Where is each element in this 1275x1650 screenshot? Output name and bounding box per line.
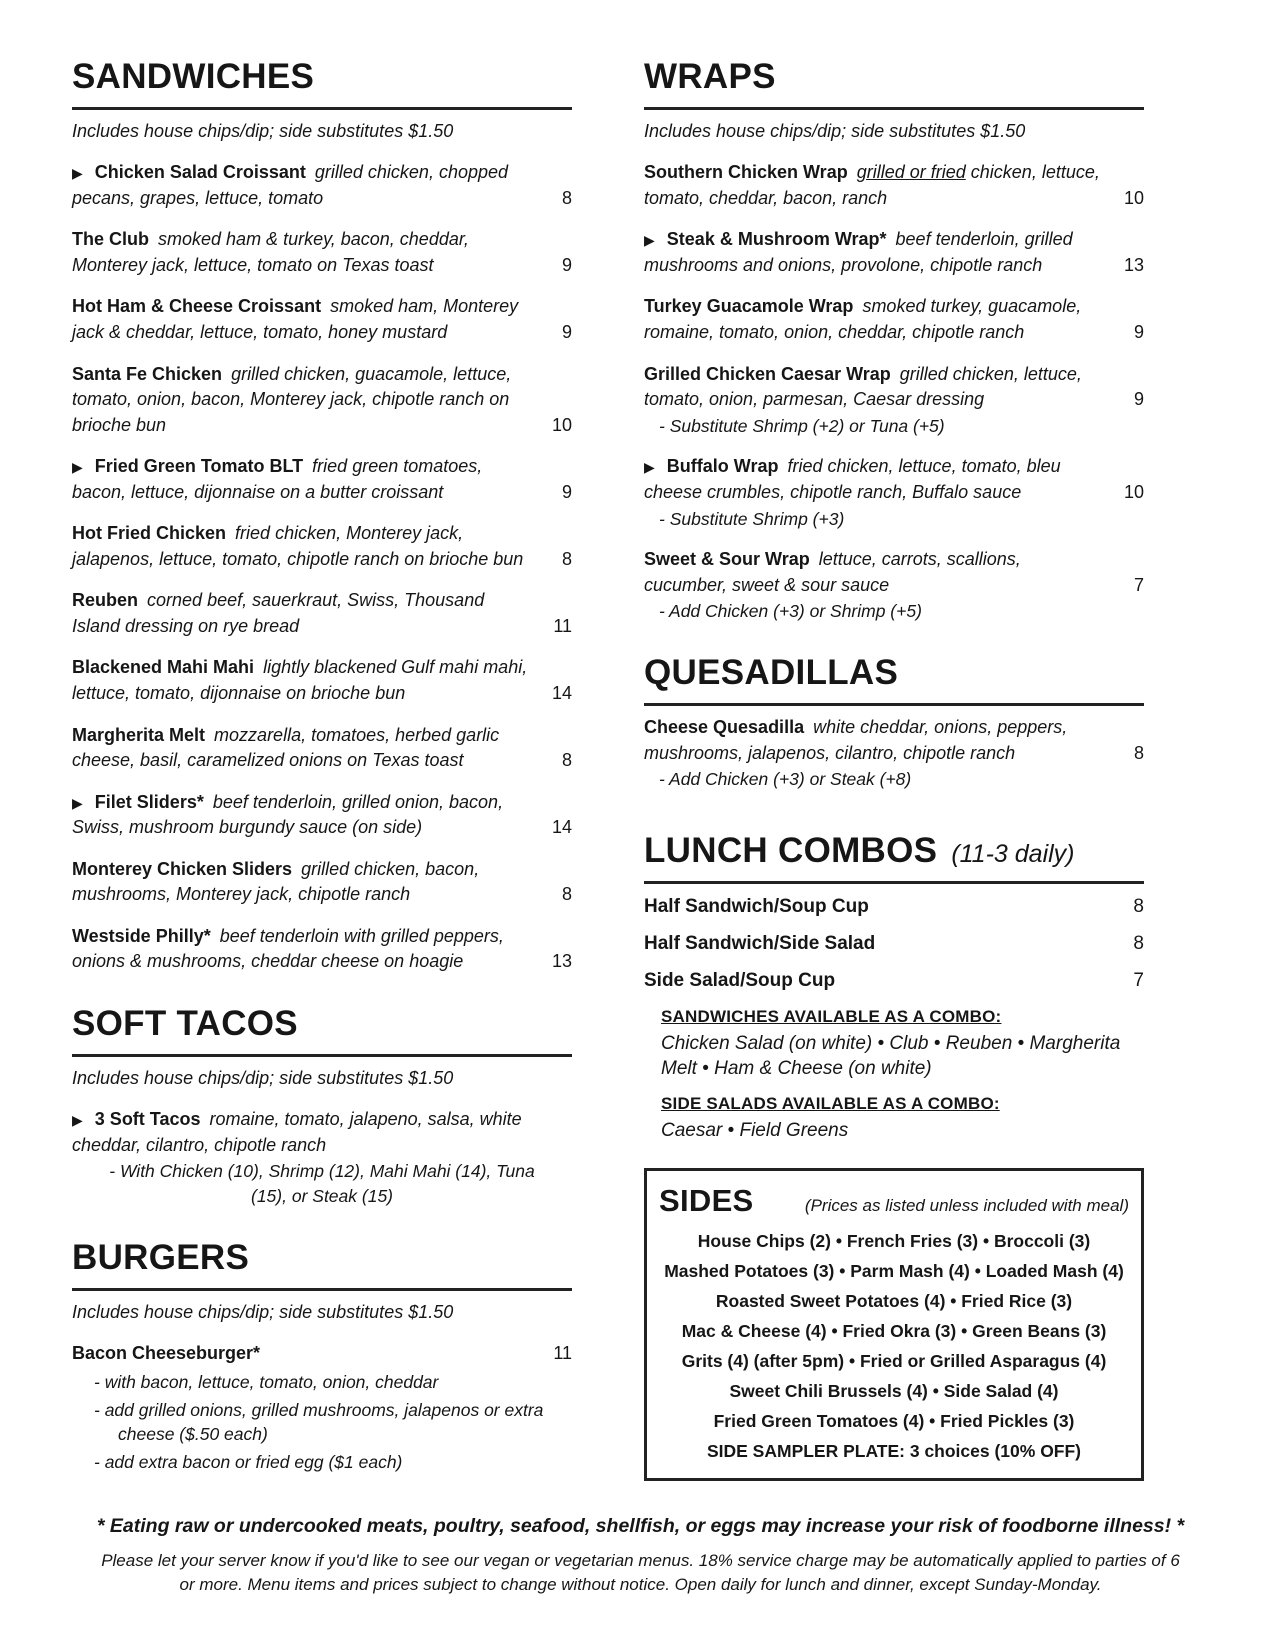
menu-item xyxy=(72,160,572,211)
item-price: 9 xyxy=(1133,321,1144,342)
combo-name: Side Salad/Soup Cup xyxy=(644,969,836,991)
item-name: Buffalo Wrap xyxy=(666,456,779,477)
menu-item xyxy=(72,227,572,278)
item-option-note: - add grilled onions, grilled mushrooms, jalapenos or extra cheese ($.50 each) xyxy=(94,1399,544,1445)
sides-line: Fried Green Tomatoes (4) • Fried Pickles (3) xyxy=(713,1411,1075,1432)
item-name: Filet Sliders* xyxy=(94,791,204,812)
menu-item-main xyxy=(644,362,1144,413)
item-price: 10 xyxy=(551,414,572,435)
featured-arrow-icon: ▶ xyxy=(72,794,83,811)
sides-line: Mashed Potatoes (3) • Parm Mash (4) • Loaded Mash (4) xyxy=(664,1260,1124,1281)
sides-line: House Chips (2) • French Fries (3) • Broccoli (3) xyxy=(697,1230,1091,1251)
footer-warning: * Eating raw or undercooked meats, poultry, seafood, shellfish, or eggs may increase your risk of foodborne illness! * xyxy=(96,1515,1185,1538)
sides-line: Roasted Sweet Potatoes (4) • Fried Rice (3) xyxy=(715,1290,1073,1311)
combo-salads-list: Caesar • Field Greens xyxy=(661,1120,849,1142)
sides-line: Sweet Chili Brussels (4) • Side Salad (4) xyxy=(729,1381,1059,1402)
combo-sandwiches-heading: SANDWICHES AVAILABLE AS A COMBO: xyxy=(661,1006,1002,1026)
item-description: beef tenderloin, grilled onion, bacon, Swiss, mushroom burgundy sauce (on side) xyxy=(72,791,504,838)
right-column xyxy=(644,52,1144,1499)
menu-item-main xyxy=(72,521,572,572)
menu-columns xyxy=(72,52,1209,1499)
item-name: Grilled Chicken Caesar Wrap xyxy=(644,363,891,384)
item-option-note: - With Chicken (10), Shrimp (12), Mahi Mahi (14), Tuna (15), or Steak (15) xyxy=(109,1161,535,1207)
menu-item xyxy=(644,362,1144,439)
item-name: Steak & Mushroom Wrap* xyxy=(666,229,887,250)
item-price: 8 xyxy=(561,884,572,905)
menu-item-main xyxy=(72,294,572,345)
item-description-underlined: grilled or fried xyxy=(856,162,966,183)
menu-item-main xyxy=(644,294,1144,345)
combo-sandwiches-list: Chicken Salad (on white) • Club • Reuben • Margherita Melt • Ham & Cheese (on white) xyxy=(661,1032,1121,1080)
featured-arrow-icon: ▶ xyxy=(72,165,83,182)
section-header xyxy=(72,999,572,1057)
menu-item xyxy=(72,362,572,439)
combo-price: 8 xyxy=(1133,895,1144,917)
menu-item-main xyxy=(72,588,572,639)
menu-item-main xyxy=(72,655,572,706)
menu-item-main xyxy=(72,857,572,908)
item-name: Margherita Melt xyxy=(72,724,206,745)
combo-row xyxy=(644,894,1144,921)
menu-item xyxy=(72,790,572,841)
item-option-note: - Substitute Shrimp (+2) or Tuna (+5) xyxy=(659,415,945,436)
item-price: 14 xyxy=(551,682,572,703)
section-subtitle: (11-3 daily) xyxy=(951,839,1075,868)
item-name: Reuben xyxy=(72,590,139,611)
menu-item-main xyxy=(72,160,572,211)
item-price: 8 xyxy=(561,750,572,771)
combo-name: Half Sandwich/Soup Cup xyxy=(644,895,869,917)
sides-line: Grits (4) (after 5pm) • Fried or Grilled Asparagus (4) xyxy=(681,1351,1107,1372)
featured-arrow-icon: ▶ xyxy=(644,459,655,476)
menu-item xyxy=(72,857,572,908)
item-price: 8 xyxy=(1133,742,1144,763)
item-description: romaine, tomato, jalapeno, salsa, white cheddar, cilantro, chipotle ranch xyxy=(72,1109,522,1155)
menu-item-main xyxy=(72,227,572,278)
menu-item xyxy=(72,521,572,572)
item-name: Turkey Guacamole Wrap xyxy=(644,296,854,317)
item-name: Westside Philly* xyxy=(72,925,211,946)
footer-note: Please let your server know if you'd like to see our vegan or vegetarian menus. 18% service charge may be automatically applied to parties of 6 or more. Menu items and prices subject to change without notice. Open daily for lunch and dinner, except Sunday-Monday. xyxy=(101,1550,1180,1594)
section-header xyxy=(72,1233,572,1291)
menu-item-main xyxy=(644,227,1144,278)
footer xyxy=(72,1513,1209,1596)
section-note: Includes house chips/dip; side substitutes $1.50 xyxy=(72,1301,454,1322)
menu-item xyxy=(644,294,1144,345)
section-title-quesadillas: QUESADILLAS xyxy=(644,653,899,693)
item-price: 9 xyxy=(561,254,572,275)
item-price: 10 xyxy=(1123,482,1144,502)
section-note: Includes house chips/dip; side substitutes $1.50 xyxy=(644,120,1026,141)
sides-sampler-line: SIDE SAMPLER PLATE: 3 choices (10% OFF) xyxy=(706,1441,1082,1462)
item-name: The Club xyxy=(72,229,149,250)
item-description: grilled chicken, guacamole, lettuce, tomato, onion, bacon, Monterey jack, chipotle ranch on brioche bun xyxy=(72,363,512,435)
combo-price: 8 xyxy=(1133,932,1144,954)
featured-arrow-icon: ▶ xyxy=(72,459,83,476)
item-price: 13 xyxy=(551,951,572,972)
section-soft-tacos xyxy=(72,999,572,1209)
combo-price: 7 xyxy=(1133,969,1144,991)
item-description: beef tenderloin with grilled peppers, onions & mushrooms, cheddar cheese on hoagie xyxy=(72,925,504,972)
item-description: lettuce, carrots, scallions, cucumber, sweet & sour sauce xyxy=(644,549,1021,595)
section-title-lunch-combos: LUNCH COMBOS xyxy=(644,830,938,870)
section-header xyxy=(644,648,1144,706)
combo-name: Half Sandwich/Side Salad xyxy=(644,932,876,954)
menu-item-main xyxy=(644,547,1144,598)
item-description: smoked ham, Monterey jack & cheddar, lettuce, tomato, honey mustard xyxy=(72,296,519,342)
item-description: grilled chicken, chopped pecans, grapes, lettuce, tomato xyxy=(72,162,509,208)
item-name: Chicken Salad Croissant xyxy=(94,162,306,183)
item-price: 14 xyxy=(551,817,572,838)
item-description: grilled chicken, bacon, mushrooms, Monterey jack, chipotle ranch xyxy=(72,858,480,905)
section-title-sandwiches: SANDWICHES xyxy=(72,57,315,96)
item-price: 11 xyxy=(553,615,572,636)
item-price: 11 xyxy=(553,1343,572,1364)
item-option-note: - with bacon, lettuce, tomato, onion, cheddar xyxy=(94,1371,439,1392)
item-name: Hot Ham & Cheese Croissant xyxy=(72,296,322,317)
section-wraps xyxy=(644,52,1144,624)
menu-item xyxy=(644,715,1144,792)
section-lunch-combos xyxy=(644,826,1144,1144)
sides-line: Mac & Cheese (4) • Fried Okra (3) • Green Beans (3) xyxy=(681,1321,1107,1342)
section-header xyxy=(644,826,1144,884)
section-note: Includes house chips/dip; side substitutes $1.50 xyxy=(72,120,454,141)
item-price: 8 xyxy=(561,548,572,569)
menu-item-main xyxy=(644,715,1144,766)
section-note: Includes house chips/dip; side substitutes $1.50 xyxy=(72,1067,454,1088)
item-option-note: - add extra bacon or fried egg ($1 each) xyxy=(94,1452,403,1473)
item-description: corned beef, sauerkraut, Swiss, Thousand Island dressing on rye bread xyxy=(72,590,485,636)
item-name: Santa Fe Chicken xyxy=(72,363,223,384)
menu-item-main xyxy=(72,924,572,975)
menu-item-main xyxy=(644,454,1144,505)
section-title-sides: SIDES xyxy=(659,1182,754,1218)
menu-item xyxy=(72,588,572,639)
item-price: 9 xyxy=(561,321,572,342)
section-quesadillas xyxy=(644,648,1144,792)
menu-item xyxy=(72,294,572,345)
item-name: Monterey Chicken Sliders xyxy=(72,858,293,879)
menu-item xyxy=(72,454,572,505)
menu-item xyxy=(644,454,1144,531)
featured-arrow-icon: ▶ xyxy=(72,1112,83,1129)
section-title-wraps: WRAPS xyxy=(644,57,776,96)
item-name: Fried Green Tomato BLT xyxy=(94,456,304,477)
item-description: chicken, lettuce, tomato, cheddar, bacon, ranch xyxy=(644,162,1100,208)
item-name: Hot Fried Chicken xyxy=(72,523,227,544)
section-sandwiches xyxy=(72,52,572,975)
item-description: fried chicken, lettuce, tomato, bleu cheese crumbles, chipotle ranch, Buffalo sauce xyxy=(644,456,1061,502)
menu-item-main xyxy=(72,790,572,841)
item-name: Blackened Mahi Mahi xyxy=(72,657,255,678)
section-burgers xyxy=(72,1233,572,1475)
left-column xyxy=(72,52,572,1499)
item-price: 13 xyxy=(1123,254,1144,275)
combo-salads-heading: SIDE SALADS AVAILABLE AS A COMBO: xyxy=(661,1093,1000,1113)
item-price: 9 xyxy=(1133,389,1144,410)
menu-item xyxy=(72,723,572,774)
menu-item-main xyxy=(72,723,572,774)
item-description: lightly blackened Gulf mahi mahi, lettuce, tomato, dijonnaise on brioche bun xyxy=(72,657,528,703)
menu-item-main xyxy=(72,1341,572,1367)
combo-row xyxy=(644,931,1144,958)
section-header xyxy=(659,1179,1129,1223)
section-header xyxy=(72,52,572,110)
item-name: Cheese Quesadilla xyxy=(644,717,805,738)
menu-item-main xyxy=(644,160,1144,211)
item-option-note: - Add Chicken (+3) or Shrimp (+5) xyxy=(659,601,922,622)
item-description: white cheddar, onions, peppers, mushrooms, jalapenos, cilantro, chipotle ranch xyxy=(644,717,1068,763)
item-description: beef tenderloin, grilled mushrooms and onions, provolone, chipotle ranch xyxy=(644,229,1073,275)
item-description: grilled chicken, lettuce, tomato, onion, parmesan, Caesar dressing xyxy=(644,363,1082,410)
item-name: 3 Soft Tacos xyxy=(94,1109,201,1130)
menu-item-main xyxy=(72,362,572,439)
sides-subtitle: (Prices as listed unless included with meal) xyxy=(804,1195,1129,1215)
menu-item-main xyxy=(72,1107,572,1158)
item-description: mozzarella, tomatoes, herbed garlic cheese, basil, caramelized onions on Texas toast xyxy=(72,724,500,771)
item-name: Bacon Cheeseburger* xyxy=(72,1343,261,1364)
featured-arrow-icon: ▶ xyxy=(644,232,655,249)
item-price: 8 xyxy=(561,187,572,208)
menu-item xyxy=(72,1341,572,1475)
item-description: fried chicken, Monterey jack, jalapenos, lettuce, tomato, chipotle ranch on brioche bun xyxy=(72,523,524,569)
menu-item xyxy=(72,1107,572,1209)
item-option-note: - Substitute Shrimp (+3) xyxy=(659,508,845,529)
section-title-burgers: BURGERS xyxy=(72,1237,250,1277)
item-description: fried green tomatoes, bacon, lettuce, dijonnaise on a butter croissant xyxy=(72,456,483,502)
section-header xyxy=(644,52,1144,110)
menu-item xyxy=(644,160,1144,211)
menu-item xyxy=(644,547,1144,624)
item-price: 10 xyxy=(1123,187,1144,208)
menu-item xyxy=(72,655,572,706)
item-description: smoked ham & turkey, bacon, cheddar, Monterey jack, lettuce, tomato on Texas toast xyxy=(72,229,469,275)
item-price: 7 xyxy=(1133,574,1144,595)
menu-item-main xyxy=(72,454,572,505)
item-option-note: - Add Chicken (+3) or Steak (+8) xyxy=(659,769,912,790)
item-name: Sweet & Sour Wrap xyxy=(644,549,810,570)
menu-item xyxy=(644,227,1144,278)
item-name: Southern Chicken Wrap xyxy=(644,162,848,183)
item-description: smoked turkey, guacamole, romaine, tomato, onion, cheddar, chipotle ranch xyxy=(644,296,1082,342)
section-sides xyxy=(644,1168,1144,1482)
combo-row xyxy=(644,968,1144,995)
menu-item xyxy=(72,924,572,975)
item-price: 9 xyxy=(561,481,572,502)
section-title-soft-tacos: SOFT TACOS xyxy=(72,1003,298,1043)
